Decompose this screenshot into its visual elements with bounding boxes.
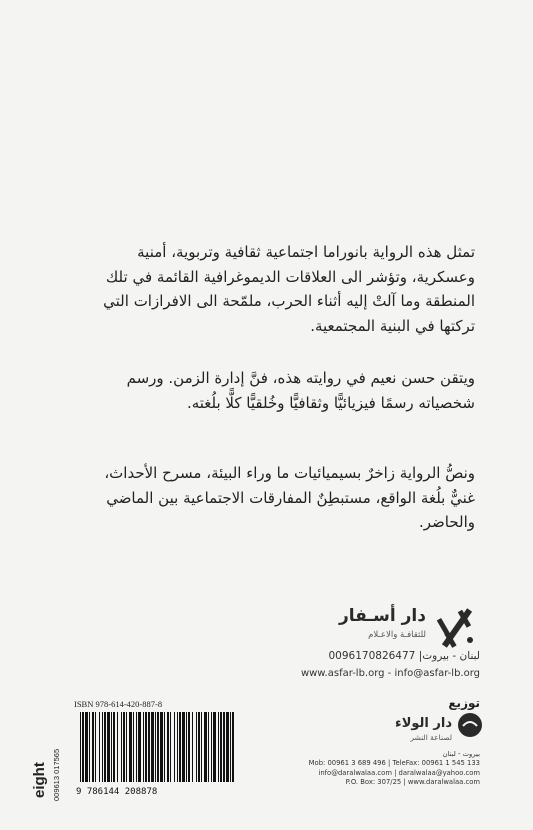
barcode-bar xyxy=(85,712,88,782)
publisher-logo-icon xyxy=(432,604,480,652)
barcode-bar xyxy=(89,712,90,782)
barcode-bar xyxy=(157,712,159,782)
distributor-location: بيروت - لبنان xyxy=(442,750,480,758)
blurb-line: شخصياته رسمًا فيزيائيًّا وثقافيًّا وخُلقيًّا كلًّا بلُغته. xyxy=(186,393,475,412)
barcode-bar xyxy=(92,712,94,782)
distributor-logo-icon xyxy=(457,712,483,738)
brand-name: eight xyxy=(31,762,48,798)
barcode-bar xyxy=(160,712,163,782)
barcode-bar xyxy=(104,712,106,782)
blurb-paragraph-1 xyxy=(63,240,475,338)
blurb-paragraph-2 xyxy=(63,366,475,415)
barcode-bar xyxy=(192,712,193,782)
barcode-bar xyxy=(164,712,165,782)
blurb-line: والحاضر. xyxy=(418,513,475,531)
blurb-line: ويتقن حسن نعيم في روايته هذه، فنَّ إدارة الزمن. ورسم xyxy=(126,369,475,387)
barcode-bar xyxy=(121,712,122,782)
publisher-name: دار أسـفار xyxy=(338,606,426,626)
barcode-bar xyxy=(113,712,115,782)
barcode-bar xyxy=(99,712,100,782)
publisher-location-phone: لبنان - بيروت| 0096170826477 xyxy=(328,650,480,662)
vertical-isbn-number xyxy=(50,705,62,805)
barcode-bar xyxy=(230,712,231,782)
barcode-bar xyxy=(211,712,212,782)
barcode-bar xyxy=(82,712,84,782)
barcode-bar xyxy=(208,712,209,782)
barcode-bar xyxy=(117,712,118,782)
distributor-name: دار الولاء xyxy=(395,716,452,731)
barcode-bar xyxy=(95,712,96,782)
barcode-bar xyxy=(223,712,225,782)
barcode-bar xyxy=(126,712,127,782)
barcode-bar xyxy=(136,712,137,782)
blurb-line: وعسكرية، وتؤشر الى العلاقات الديموغرافية القائمة في تلك xyxy=(105,267,475,286)
barcode-bar xyxy=(186,712,187,782)
barcode xyxy=(74,710,240,796)
distributor-contact xyxy=(290,750,480,788)
barcode-bar xyxy=(133,712,134,782)
barcode-bar xyxy=(155,712,156,782)
barcode-bar xyxy=(167,712,169,782)
barcode-bar xyxy=(179,712,181,782)
barcode-bar xyxy=(151,712,154,782)
barcode-bar xyxy=(170,712,171,782)
barcode-bar xyxy=(107,712,110,782)
publisher-web-email: www.asfar-lb.org - info@asfar-lb.org xyxy=(300,668,480,679)
eight-brand-logo xyxy=(30,712,50,802)
distribution-label: توزيع xyxy=(448,696,480,710)
blurb-line: المنطقة وما آلتْ إليه أثناء الحرب، ملمّحة الى الافرازات التي xyxy=(103,292,475,310)
barcode-number: 9 786144 208878 xyxy=(76,787,158,796)
barcode-bar xyxy=(143,712,144,782)
distributor-tagline: لصناعة النشر xyxy=(410,733,452,742)
barcode-bar xyxy=(213,712,216,782)
barcode-bar xyxy=(138,712,141,782)
blurb-paragraph-3 xyxy=(63,461,475,535)
barcode-bar xyxy=(182,712,185,782)
barcode-bar xyxy=(218,712,219,782)
isbn-text: ISBN 978-614-420-887-8 xyxy=(74,699,163,709)
blurb-line: غنيٌّ بلُغة الواقع، مستبطِنٌ المفارقات الاجتماعية بين الماضي xyxy=(106,488,475,507)
barcode-bar xyxy=(174,712,175,782)
barcode-bar xyxy=(204,712,207,782)
blurb-line: ونصُّ الرواية زاخرٌ بسيميائيات ما وراء البيئة، مسرح الأحداث، xyxy=(104,464,475,482)
barcode-bar xyxy=(188,712,190,782)
barcode-bar xyxy=(177,712,178,782)
barcode-bar xyxy=(111,712,112,782)
vertical-number: 009613 017565 xyxy=(52,748,61,801)
barcode-bar xyxy=(102,712,103,782)
barcode-bar xyxy=(226,712,229,782)
barcode-bar xyxy=(123,712,125,782)
barcode-bar xyxy=(201,712,202,782)
barcode-bar xyxy=(80,712,81,782)
barcode-bar xyxy=(220,712,222,782)
distributor-phones: Mob: 00961 3 689 496 | TeleFax: 00961 1 545 133 xyxy=(308,759,480,768)
distributor-pobox: P.O. Box: 307/25 | www.daralwalaa.com xyxy=(345,778,480,787)
blurb-line: تركتها في البنية المجتمعية. xyxy=(310,316,475,335)
distributor-emails: info@daralwalaa.com | daralwalaa@yahoo.com xyxy=(318,768,480,777)
barcode-bar xyxy=(232,712,234,782)
publisher-tagline: للثقافـة والاعـلام xyxy=(368,630,426,640)
barcode-bar xyxy=(129,712,132,782)
barcode-bar xyxy=(145,712,147,782)
barcode-bar xyxy=(198,712,200,782)
barcode-bar xyxy=(148,712,150,782)
blurb-line: تمثل هذه الرواية بانوراما اجتماعية ثقافية وتربوية، أمنية xyxy=(137,243,475,261)
barcode-bar xyxy=(196,712,197,782)
